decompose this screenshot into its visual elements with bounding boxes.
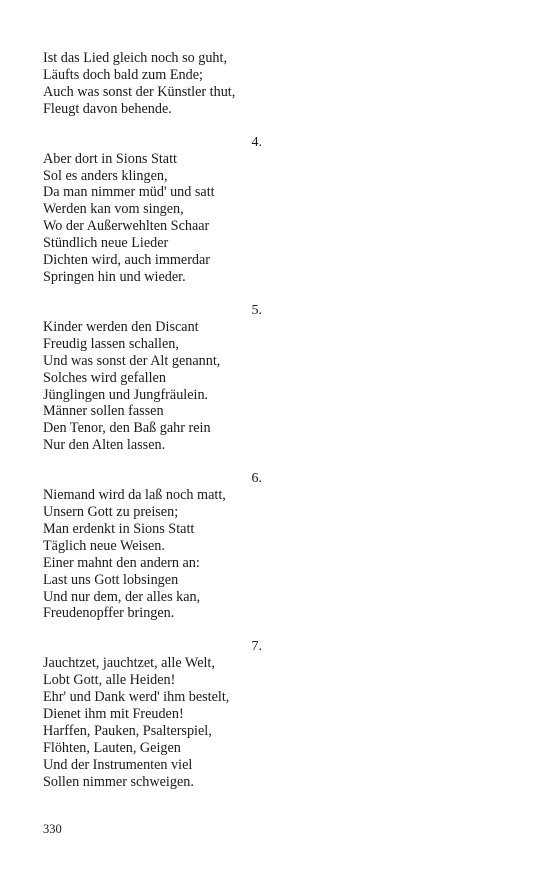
verse-line: Sollen nimmer schweigen. [43,773,194,790]
stanza-number: 5. [251,302,262,318]
verse-line: Kinder werden den Discant [43,318,199,335]
stanza-number: 6. [251,471,262,487]
verse-line: Männer sollen fassen [43,403,164,420]
verse-line: Da man nimmer müd' und satt [43,184,215,201]
verse-line: Täglich neue Weisen. [43,537,165,554]
verse-line: Lobt Gott, alle Heiden! [43,672,176,689]
verse-line: Einer mahnt den andern an: [43,554,200,571]
verse-line: Und der Instrumenten viel [43,756,193,773]
verse-line: Dichten wird, auch immerdar [43,252,211,269]
verse-line: Flöhten, Lauten, Geigen [43,739,181,756]
stanza-number: 4. [251,134,262,150]
verse-line: Sol es anders klingen, [43,167,168,184]
verse-line: Niemand wird da laß noch matt, [43,487,226,504]
verse-line: Dienet ihm mit Freuden! [43,706,184,723]
verse-line: Läufts doch bald zum Ende; [43,66,203,83]
verse-line: Freudig lassen schallen, [43,335,179,352]
verse-line: Aber dort in Sions Statt [43,150,177,167]
verse-line: Werden kan vom singen, [43,201,184,218]
stanza-5 [43,302,263,454]
verse-line: Last uns Gott lobsingen [43,571,179,588]
stanza-6 [43,470,263,622]
verse-line: Stündlich neue Lieder [43,235,169,252]
stanza-7 [43,638,263,790]
verse-line: Ehr' und Dank werd' ihm bestelt, [43,689,230,706]
verse-line: Den Tenor, den Baß gahr rein [43,420,211,437]
verse-line: Springen hin und wieder. [43,268,186,285]
stanza-continued [43,50,263,118]
poem-text [43,50,263,791]
verse-line: Auch was sonst der Künstler thut, [43,83,236,100]
verse-line: Wo der Außerwehlten Schaar [43,218,210,235]
verse-line: Man erdenkt in Sions Statt [43,520,195,537]
verse-line: Jünglingen und Jungfräulein. [43,386,209,403]
verse-line: Und nur dem, der alles kan, [43,588,201,605]
page-number: 330 [43,822,62,836]
verse-line: Solches wird gefallen [43,369,166,386]
verse-line: Freudenopffer bringen. [43,605,175,622]
verse-line: Und was sonst der Alt genannt, [43,352,221,369]
verse-line: Ist das Lied gleich noch so guht, [43,50,228,66]
verse-line: Harffen, Pauken, Psalterspiel, [43,723,212,739]
verse-line: Nur den Alten lassen. [43,437,166,454]
verse-line: Unsern Gott zu preisen; [43,504,179,521]
verse-line: Fleugt davon behende. [43,100,172,117]
stanza-number: 7. [251,639,262,655]
stanza-4 [43,134,263,286]
verse-line: Jauchtzet, jauchtzet, alle Welt, [43,655,215,672]
